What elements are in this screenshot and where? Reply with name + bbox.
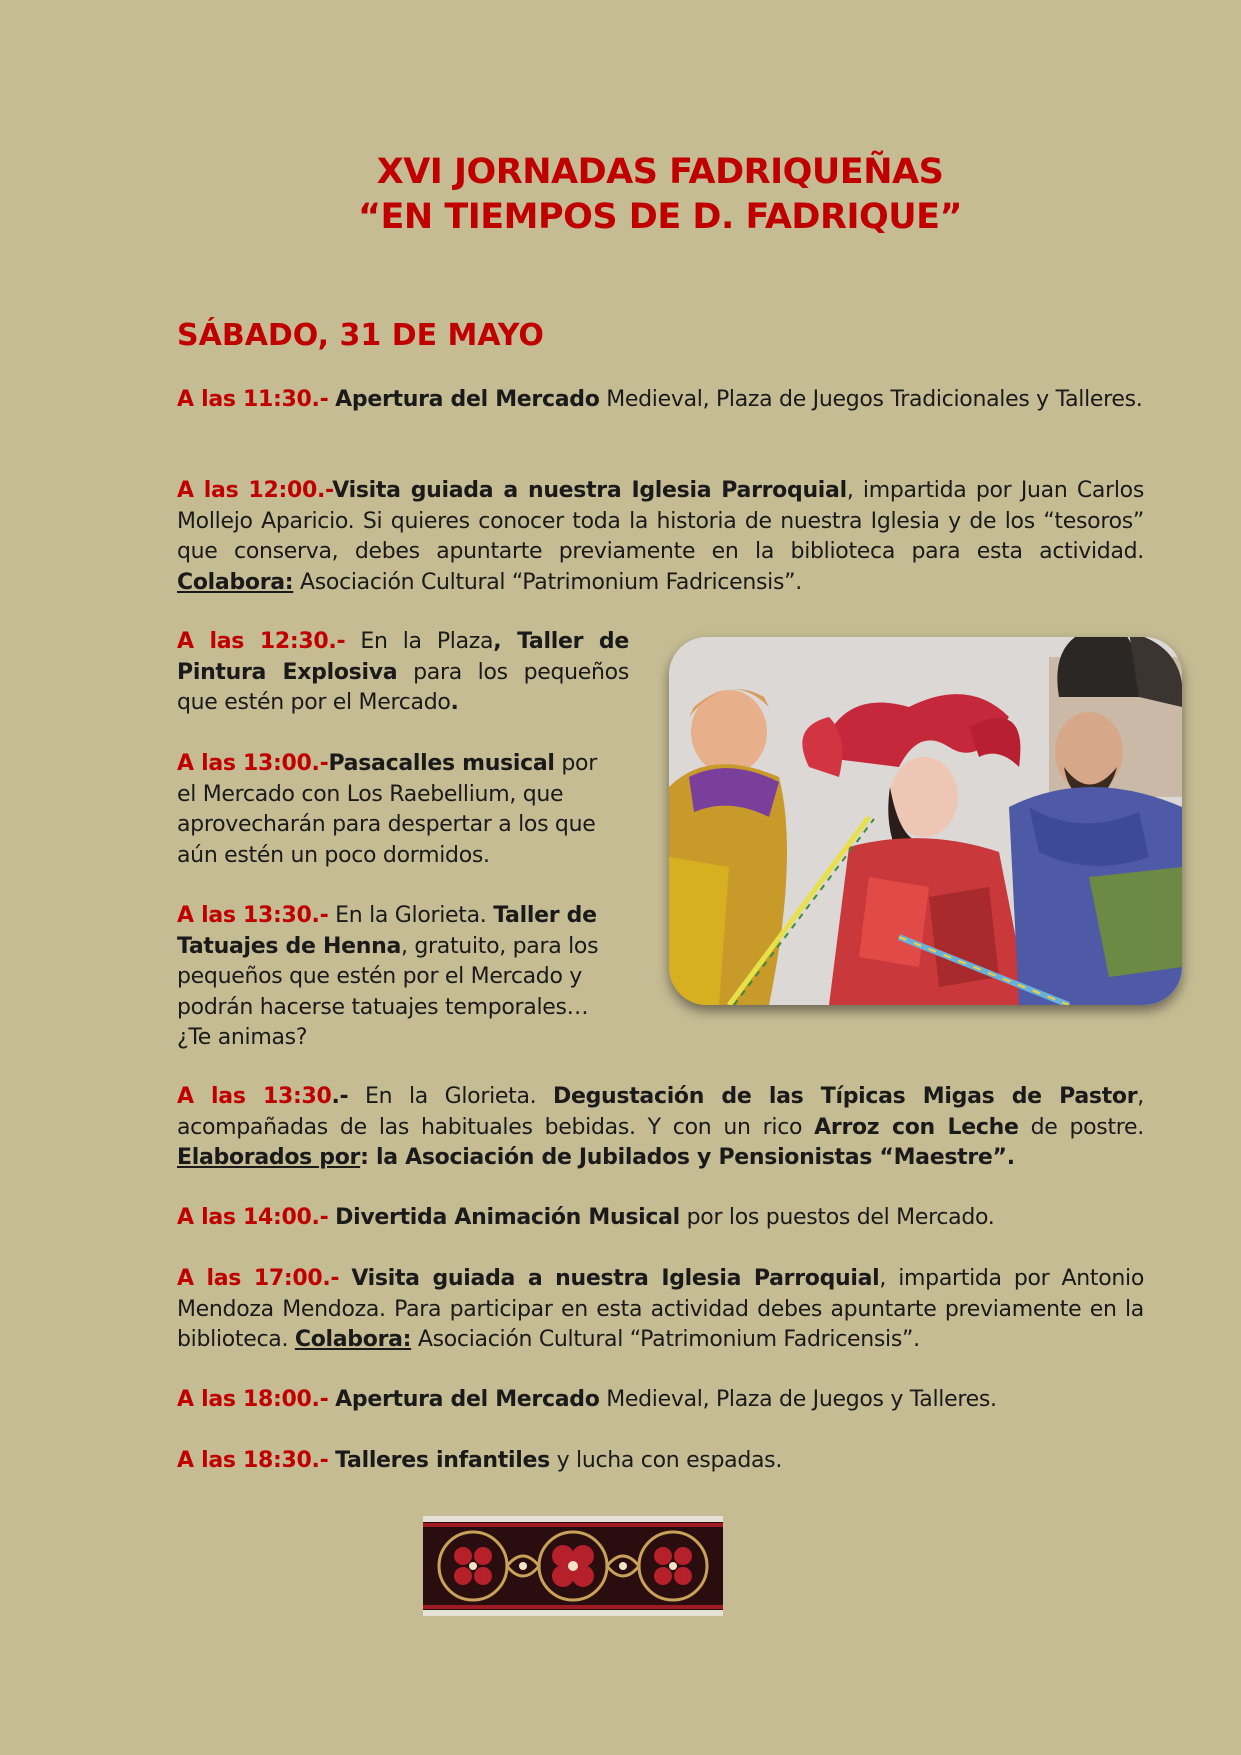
jesters-photo (669, 637, 1182, 1005)
elaborados-label: Elaborados por (177, 1145, 361, 1170)
ornamental-border-image (423, 1516, 723, 1616)
event-1830: A las 18:30.- Talleres infantiles y lucha con espadas. (177, 1448, 783, 1473)
event-1200: A las 12:00.-Visita guiada a nuestra Iglesia Parroquial, impartida por Juan Carlos Mollejo Aparicio. Si quieres conocer toda la historia de nuestra Iglesia y de los “tesoros” que conserva, debes apuntarte previamente en la biblioteca para esta actividad. Colabora: Asociación Cultural “Patrimonium Fadricensis”. (177, 478, 1144, 595)
event-1800: A las 18:00.- Apertura del Mercado Medieval, Plaza de Juegos y Talleres. (177, 1387, 997, 1412)
event-date-heading: SÁBADO, 31 DE MAYO (177, 318, 544, 353)
event-1300: A las 13:00.-Pasacalles musical por el Mercado con Los Raebellium, que aprovecharán para despertar a los que aún estén un poco dormidos. (177, 751, 597, 868)
event-1130: A las 11:30.- Apertura del Mercado Medieval, Plaza de Juegos Tradicionales y Talleres. (177, 387, 1143, 412)
event-1400: A las 14:00.- Divertida Animación Musical por los puestos del Mercado. (177, 1205, 995, 1230)
event-1330-migas: A las 13:30.- En la Glorieta. Degustación de las Típicas Migas de Pastor, acompañadas de las habituales bebidas. Y con un rico Arroz con Leche de postre. Elaborados por: la Asociación de Jubilados y Pensionistas “Maestre”. (177, 1084, 1144, 1170)
event-1330-henna: A las 13:30.- En la Glorieta. Taller de Tatuajes de Henna, gratuito, para los pequeños que estén por el Mercado y podrán hacerse tatuajes temporales… ¿Te animas? (177, 903, 599, 1050)
event-1230: A las 12:30.- En la Plaza, Taller de Pintura Explosiva para los pequeños que estén por el Mercado. (177, 629, 629, 715)
page-title (0, 150, 1241, 240)
title-line-2: “EN TIEMPOS DE D. FADRIQUE” (357, 197, 963, 237)
colabora-label: Colabora: (177, 569, 294, 595)
event-1700: A las 17:00.- Visita guiada a nuestra Iglesia Parroquial, impartida por Antonio Mendoza Mendoza. Para participar en esta actividad debes apuntarte previamente en la biblioteca. Colabora: Asociación Cultural “Patrimonium Fadricensis”. (177, 1266, 1144, 1352)
title-line-1: XVI JORNADAS FADRIQUEÑAS (376, 152, 944, 192)
colabora-label: Colabora: (294, 1327, 412, 1352)
